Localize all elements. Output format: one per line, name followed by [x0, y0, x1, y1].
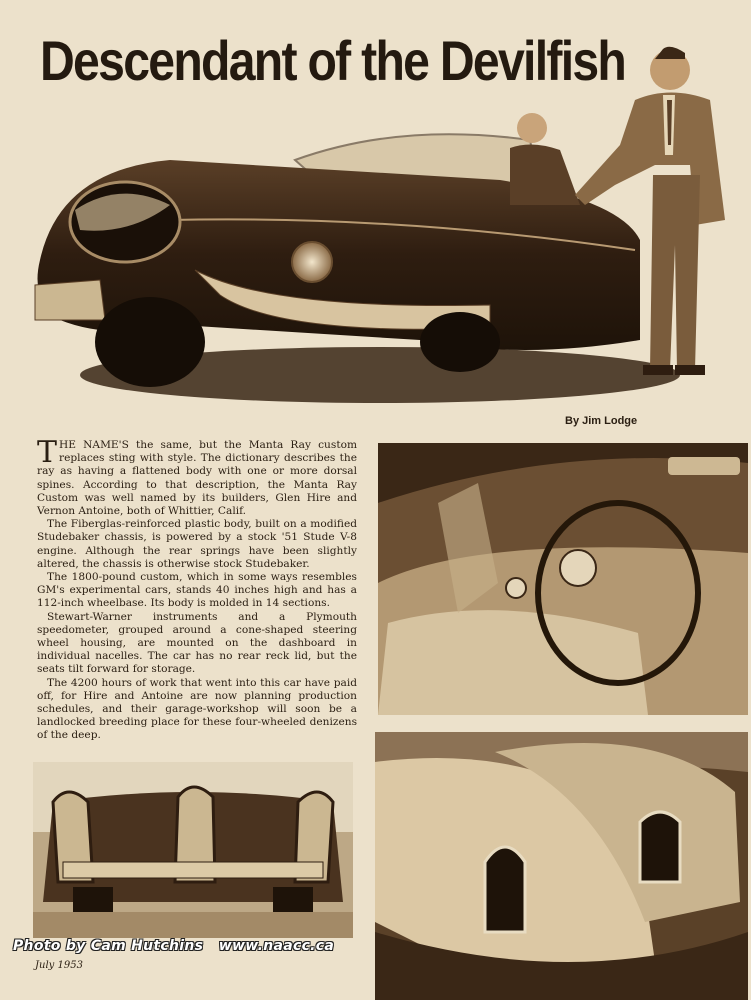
headline: Descendant of the Devilfish [40, 29, 626, 92]
article-lead-text: HE NAME'S the same, but the Manta Ray custom replaces sting with style. The dictionary describes the ray as having a flattened body with one or more dorsal spines. According to that description, the Manta Ray Custom was well named by its builders, Glen Hire and Vernon Antoine, both of Whittier, Calif. [37, 439, 357, 518]
article-paragraph-3: The 1800-pound custom, which in some ways resembles GM's experimental cars, stands 40 inches high and has a 112-inch wheelbase. Its body is molded in 14 sections. [37, 571, 357, 610]
article-body [37, 435, 357, 743]
article-paragraph-5: The 4200 hours of work that went into this car have paid off, for Hire and Antoine are now planning production schedules, and their garage-workshop will soon be a landlocked breeding place for these four-wheeled denizens of the deep. [37, 676, 357, 742]
rear-view-photo [33, 762, 353, 938]
article-paragraph-2: The Fiberglas-reinforced plastic body, built on a modified Studebaker chassis, is powered by a stock '51 Stude V-8 engine. Although the rear springs have been slightly altered, the chassis is otherwise stock Studebaker. [37, 518, 357, 570]
tail-fins-photo [375, 732, 748, 1000]
standing-man-figure [575, 45, 735, 380]
article-paragraph-1 [37, 435, 357, 518]
byline: By Jim Lodge [565, 415, 638, 427]
dashboard-photo [378, 443, 748, 715]
folio-date: July 1953 [35, 960, 83, 971]
article-paragraph-4: Stewart-Warner instruments and a Plymouth speedometer, grouped around a cone-shaped steering wheel housing, are mounted on the dashboard in individual nacelles. The car has no rear reck lid, but the seats tilt forward for storage. [37, 610, 357, 676]
photo-credit-watermark: Photo by Cam Hutchins www.naacc.ca [13, 938, 335, 954]
drop-cap: T [37, 435, 58, 470]
